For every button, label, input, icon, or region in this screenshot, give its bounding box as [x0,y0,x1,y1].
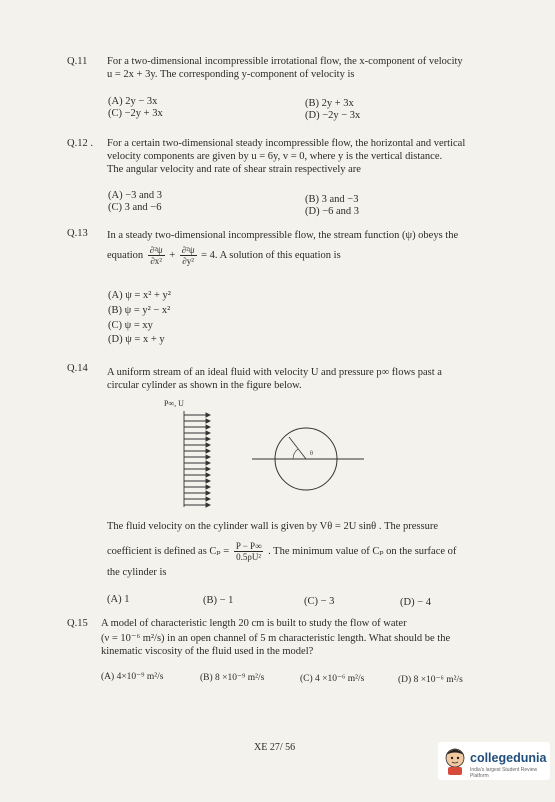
q12-number: Q.12 . [67,138,93,149]
q15-option-a: (A) 4×10⁻⁹ m²/s [101,672,164,682]
q13-option-a: (A) ψ = x² + y² [108,290,171,301]
mascot-icon [442,744,468,776]
q14-cp-fraction [234,541,264,562]
radius-line [289,437,306,459]
q12-option-b: (B) 3 and −3 [305,194,359,205]
q11-line1: For a two-dimensional incompressible irrotational flow, the x-component of velocity [107,56,463,67]
q11-number: Q.11 [67,56,88,67]
stream-arrow-head [206,497,210,501]
stream-arrow-head [206,485,210,489]
q15-option-b: (B) 8 ×10⁻⁹ m²/s [200,673,265,683]
watermark-brand: collegedunia [470,751,547,765]
page-footer: XE 27/ 56 [254,742,296,753]
q14-option-d: (D) − 4 [400,597,431,608]
q13-option-c: (C) ψ = xy [108,320,153,331]
q11-option-c: (C) −2y + 3x [108,108,163,119]
q13-option-d: (D) ψ = x + y [108,334,165,345]
q13-option-b: (B) ψ = y² − x² [108,305,171,316]
q14-cp-prefix: coefficient is defined as Cₚ = [107,545,230,557]
stream-arrow-head [206,503,210,507]
q14-cp-den: 0.5ρU² [236,552,262,562]
stream-arrow-head [206,437,210,441]
q12-option-d: (D) −6 and 3 [305,206,360,217]
q13-fraction-2 [180,245,197,266]
stream-arrow-head [206,455,210,459]
q11-option-a: (A) 2y − 3x [108,96,158,107]
stream-arrow-head [206,419,210,423]
q13-number: Q.13 [67,228,88,239]
q13-plus: + [169,249,176,261]
q14-line2: circular cylinder as shown in the figure below. [107,380,302,391]
q14-cp-suffix: . The minimum value of Cₚ on the surface of [268,545,457,557]
figure-label: P∞, U [164,399,184,408]
q15-option-d: (D) 8 ×10⁻⁶ m²/s [398,675,463,685]
q13-eq-suffix: = 4. A solution of this equation is [201,249,341,261]
q12-option-a: (A) −3 and 3 [108,190,163,201]
watermark-tagline: India's largest Student Review Platform [470,767,538,779]
cylinder-flow-figure [160,405,370,510]
stream-arrow-head [206,443,210,447]
q15-number: Q.15 [67,618,88,629]
q12-line2: velocity components are given by u = 6y, v = 0, where y is the vertical distance. [107,151,443,162]
q14-cp-num: P − P∞ [235,541,262,551]
q13-fraction-1 [148,245,165,266]
q14-number: Q.14 [67,363,88,374]
stream-arrow-head [206,413,210,417]
q15-line3: kinematic viscosity of the fluid used in the model? [101,646,314,657]
q13-frac2-num: ∂²ψ [181,245,195,255]
stream-arrow-head [206,479,210,483]
q12-line3: The angular velocity and rate of shear strain respectively are [107,164,361,175]
q14-cp-definition [107,541,456,562]
q13-equation [107,245,341,266]
theta-arc [293,449,298,459]
theta-symbol: θ [310,451,313,457]
q15-option-c: (C) 4 ×10⁻⁶ m²/s [300,674,365,684]
stream-arrow-head [206,425,210,429]
q13-frac1-den: ∂x² [150,256,162,266]
stream-arrow-head [206,467,210,471]
stream-arrow-head [206,473,210,477]
q14-line5: the cylinder is [107,567,167,578]
q14-option-a: (A) 1 [107,594,130,605]
q14-line1: A uniform stream of an ideal fluid with velocity U and pressure p∞ flows past a [107,367,442,378]
q15-line1: A model of characteristic length 20 cm is built to study the flow of water [101,618,407,629]
stream-arrow-head [206,449,210,453]
q13-frac2-den: ∂y² [182,256,194,266]
q13-eq-prefix: equation [107,249,144,261]
q15-line2: (ν = 10⁻⁶ m²/s) in an open channel of 5 m characteristic length. What should be the [101,633,451,644]
q12-line1: For a certain two-dimensional steady incompressible flow, the horizontal and vertical [107,138,466,149]
q14-option-b: (B) − 1 [203,595,234,606]
q14-line3: The fluid velocity on the cylinder wall is given by Vθ = 2U sinθ . The pressure [107,521,439,532]
q11-line2: u = 2x + 3y. The corresponding y-component of velocity is [107,69,355,80]
q13-frac1-num: ∂²ψ [149,245,163,255]
q13-line1: In a steady two-dimensional incompressible flow, the stream function (ψ) obeys the [107,230,459,241]
q11-option-d: (D) −2y − 3x [305,110,361,121]
q12-option-c: (C) 3 and −6 [108,202,162,213]
stream-arrow-head [206,491,210,495]
uniform-stream-arrows [184,411,210,507]
stream-arrow-head [206,461,210,465]
q14-option-c: (C) − 3 [304,596,335,607]
q11-option-b: (B) 2y + 3x [305,98,354,109]
stream-arrow-head [206,431,210,435]
